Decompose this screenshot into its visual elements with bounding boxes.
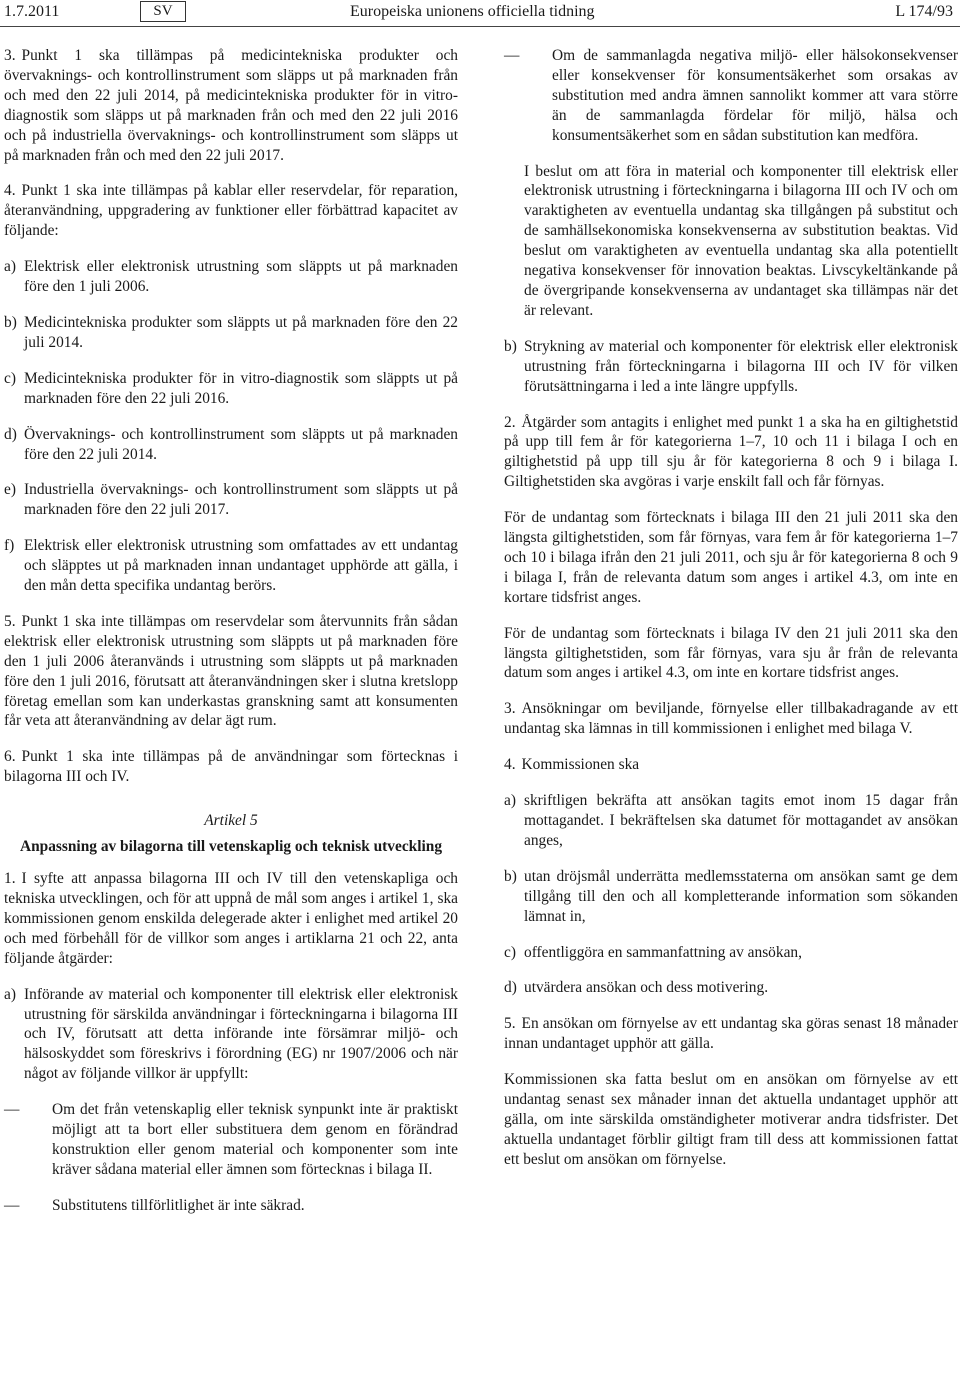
dash-item-text: Om de sammanlagda negativa miljö- eller hälsokonsekvenser eller konsekvenser för konsumentsäkerhet som orsakas av substitution med andra ämnen sannolikt kommer att vara större än de sammanlagda fördelar för miljö, hälsa och konsumentsäkerhet som en sådan substitution kan medföra. <box>552 47 958 144</box>
dash-item-text: Om det från vetenskaplig eller teknisk synpunkt inte är praktiskt möjligt att ta bort eller substituera dem genom en förändrad konstruktion eller genom material och komponenter som inte kräver sådana material eller ämnen som förtecknas i bilaga II. <box>52 1101 458 1178</box>
list-item <box>4 536 458 596</box>
paragraph-2 <box>504 413 958 493</box>
page-header <box>0 0 960 30</box>
list-item <box>504 791 958 851</box>
list-item-text: offentliggöra en sammanfattning av ansökan, <box>524 943 802 961</box>
list-item-label: d) <box>504 979 517 997</box>
list-item-label: a) <box>4 258 16 276</box>
list-item-label: b) <box>4 313 17 331</box>
publication-date: 1.7.2011 <box>4 3 60 20</box>
paragraph-text: Punkt 1 ska tillämpas på medicintekniska produkter och övervaknings- och kontrollinstrument som släpps ut på marknaden från och med den 22 juli 2014, på medicintekniska produkter för in vitro-diagnostik som släpps ut på marknaden från och med den 22 juli 2016 och på industriella övervaknings- och kontrollinstrument som släpps ut på marknaden från och med den 22 juli 2017. <box>4 47 458 164</box>
paragraph-number: 1. <box>4 870 16 888</box>
paragraph-number: 2. <box>504 413 516 431</box>
paragraph-text: I syfte att anpassa bilagorna III och IV till den vetenskapliga och tekniska utvecklingen, och för att uppnå de mål som anges i artikel 1, ska kommissionen genom enskilda delegerade akter i enlighet med artikel 20 och med förbehåll för de villkor som anges i artiklarna 21 och 22, anta följande åtgärder: <box>4 870 458 967</box>
language-badge: SV <box>140 1 186 22</box>
dash-mark: — <box>4 1196 20 1214</box>
dash-item <box>4 1100 458 1180</box>
list-item-label: c) <box>504 943 516 961</box>
article-paragraph-1 <box>4 869 458 969</box>
list-item <box>4 313 458 353</box>
list-item-label: b) <box>504 337 517 355</box>
list-item <box>504 943 958 963</box>
paragraph-text: Åtgärder som antagits i enlighet med punkt 1 a ska ha en giltighetstid på upp till fem år för kategorierna 1–7, 10 och 11 i bilaga I och en giltighetstid på upp till sju år för kategorierna 8 och 9 i bilaga I. Giltighetstiden ska avgöras i varje enskilt fall och får förnyas. <box>504 413 958 491</box>
list-item-label: d) <box>4 425 17 443</box>
paragraph-text: Punkt 1 ska inte tillämpas om reservdelar som återvunnits från sådan elektrisk eller elektronisk utrustning som släppts ut på marknaden före den 1 juli 2006 återanvänds i utrustning som släppts ut på marknaden före den 1 juli 2016, förutsatt att återanvändningen sker i slutna kretslopp företag emellan som kan underkastas granskning samt att konsumenten får veta att återanvändning av delar ägt rum. <box>4 612 458 730</box>
paragraph-annex-iii: För de undantag som förtecknats i bilaga III den 21 juli 2011 ska den längsta giltighetstiden, som får förnyas, vara fem år för kategorierna 1–7 och 10 i bilaga ifrån den 21 juli 2011, och sju år för kategorierna 8 och 9 i bilaga I, från de relevanta datum som anges i artikel 4.3, om inte en kortare tidsfrist anges. <box>504 509 958 606</box>
list-item-text: skriftligen bekräfta att ansökan tagits emot inom 15 dagar från mottagandet. I bekräftelsen ska datumet för mottagandet av ansökan anges, <box>524 792 958 849</box>
paragraph-number: 4. <box>504 756 516 774</box>
paragraph-number: 4. <box>4 182 16 200</box>
paragraph-final: Kommissionen ska fatta beslut om en ansökan om förnyelse av ett undantag senast sex månader innan det aktuella undantaget upphör att gälla, om inte särskilda omständigheter motiverar andra tidsfrister. Det aktuella undantaget förblir giltigt fram till dess att kommissionen fattat ett beslut om ansökan om förnyelse. <box>504 1071 958 1168</box>
list-item-text: Elektrisk eller elektronisk utrustning som omfattades av ett undantag och släpptes ut på marknaden innan undantaget upphörde att gälla, i den mån detta specifika undantag berörs. <box>24 537 458 595</box>
list-item-label: b) <box>504 867 517 885</box>
list-item-text: Övervaknings- och kontrollinstrument som släppts ut på marknaden före den 22 juli 2014. <box>24 425 458 463</box>
list-item <box>4 985 458 1085</box>
list-item-label: c) <box>4 369 16 387</box>
list-item-label: e) <box>4 481 16 499</box>
dash-item-text: Substitutens tillförlitlighet är inte säkrad. <box>52 1196 305 1214</box>
page-number: L 174/93 <box>895 3 953 20</box>
dash-mark: — <box>504 47 520 64</box>
list-item-label: f) <box>4 537 15 555</box>
paragraph-number: 5. <box>504 1015 516 1033</box>
list-item-text: Medicintekniska produkter som släppts ut på marknaden före den 22 juli 2014. <box>24 313 458 351</box>
paragraph-5 <box>504 1014 958 1054</box>
list-item <box>504 978 958 998</box>
paragraph-4 <box>504 755 958 775</box>
paragraph-number: 5. <box>4 612 16 630</box>
list-item-text: utan dröjsmål underrätta medlemsstaterna om ansökan samt ge dem tillgång till den och all kompletterande information som sökanden lämnat in, <box>524 867 958 925</box>
list-item-text: Industriella övervaknings- och kontrollinstrument som släppts ut på marknaden före den 22 juli 2017. <box>24 481 458 519</box>
journal-title: Europeiska unionens officiella tidning <box>350 3 595 20</box>
list-item <box>4 369 458 409</box>
paragraph-decision: I beslut om att föra in material och komponenter till elektrisk eller elektronisk utrustning i förteckningarna i bilagorna III och IV och om varaktigheten av eventuella undantag ska tillgången på substitut och de samhällsekonomiska konsekvenserna av substitution beaktas. Vid beslut om varaktigheten av eventuella undantag ska alla potentiellt negativa konsekvenser för innovation beaktas. Livscykeltänkande på de övergripande konsekvenserna av undantaget ska tillämpas när det är relevant. <box>524 162 958 319</box>
paragraph-text: Punkt 1 ska inte tillämpas på de användningar som förtecknas i bilagorna III och IV. <box>4 748 458 786</box>
dash-item <box>504 46 958 146</box>
list-item-text: utvärdera ansökan och dess motivering. <box>524 979 769 997</box>
paragraph-text: Ansökningar om beviljande, förnyelse eller tillbakadragande av ett undantag ska lämnas in till kommissionen i enlighet med bilaga V. <box>504 700 958 738</box>
list-item-text: Medicintekniska produkter för in vitro-diagnostik som släppts ut på marknaden före den 22 juli 2016. <box>24 369 458 407</box>
list-item <box>4 480 458 520</box>
paragraph-3 <box>504 699 958 739</box>
list-item <box>4 257 458 297</box>
left-column <box>4 46 458 1232</box>
paragraph-text: Kommissionen ska <box>521 756 640 774</box>
list-item <box>504 337 958 397</box>
paragraph-text: En ansökan om förnyelse av ett undantag ska göras senast 18 månader innan undantaget upphör att gälla. <box>504 1015 958 1053</box>
list-item-label: a) <box>504 792 516 810</box>
paragraph-6 <box>4 747 458 787</box>
right-column <box>504 46 958 1186</box>
list-item-text: Strykning av material och komponenter för elektrisk eller elektronisk utrustning från förteckningarna i bilagorna III och IV för vilken förutsättningarna i led a inte längre uppfylls. <box>524 337 958 395</box>
paragraph-text: Punkt 1 ska inte tillämpas på kablar eller reservdelar, för reparation, återanvändning, uppgradering av funktioner eller förbättrad kapacitet av följande: <box>4 182 458 240</box>
paragraph-4 <box>4 181 458 241</box>
paragraph-number: 6. <box>4 748 16 766</box>
article-heading: Anpassning av bilagorna till vetenskaplig och teknisk utveckling <box>19 838 443 856</box>
list-item-text: Införande av material och komponenter till elektrisk eller elektronisk utrustning för särskilda användningar i förteckningarna i bilagorna III och IV, förutsatt att detta införande inte försämrar miljö- och hälsoskyddet som föreskrivs i förordning (EG) nr 1907/2006 och när något av följande villkor är uppfyllt: <box>24 985 458 1083</box>
list-item-text: Elektrisk eller elektronisk utrustning som släppts ut på marknaden före den 1 juli 2006. <box>24 258 458 296</box>
dash-item <box>4 1196 458 1216</box>
list-item <box>4 425 458 465</box>
paragraph-3 <box>4 46 458 165</box>
dash-mark: — <box>4 1101 20 1119</box>
paragraph-number: 3. <box>4 47 16 64</box>
paragraph-number: 3. <box>504 700 516 718</box>
list-item <box>504 867 958 927</box>
paragraph-annex-iv: För de undantag som förtecknats i bilaga IV den 21 juli 2011 ska den längsta giltighetstiden, som får förnyas, vara sju år från de relevanta datum som anges i artikel 4.3, om inte en kortare tidsfrist anges. <box>504 624 958 682</box>
header-divider <box>0 26 960 27</box>
article-title: Artikel 5 <box>204 812 258 830</box>
list-item-label: a) <box>4 985 16 1003</box>
paragraph-5 <box>4 612 458 731</box>
